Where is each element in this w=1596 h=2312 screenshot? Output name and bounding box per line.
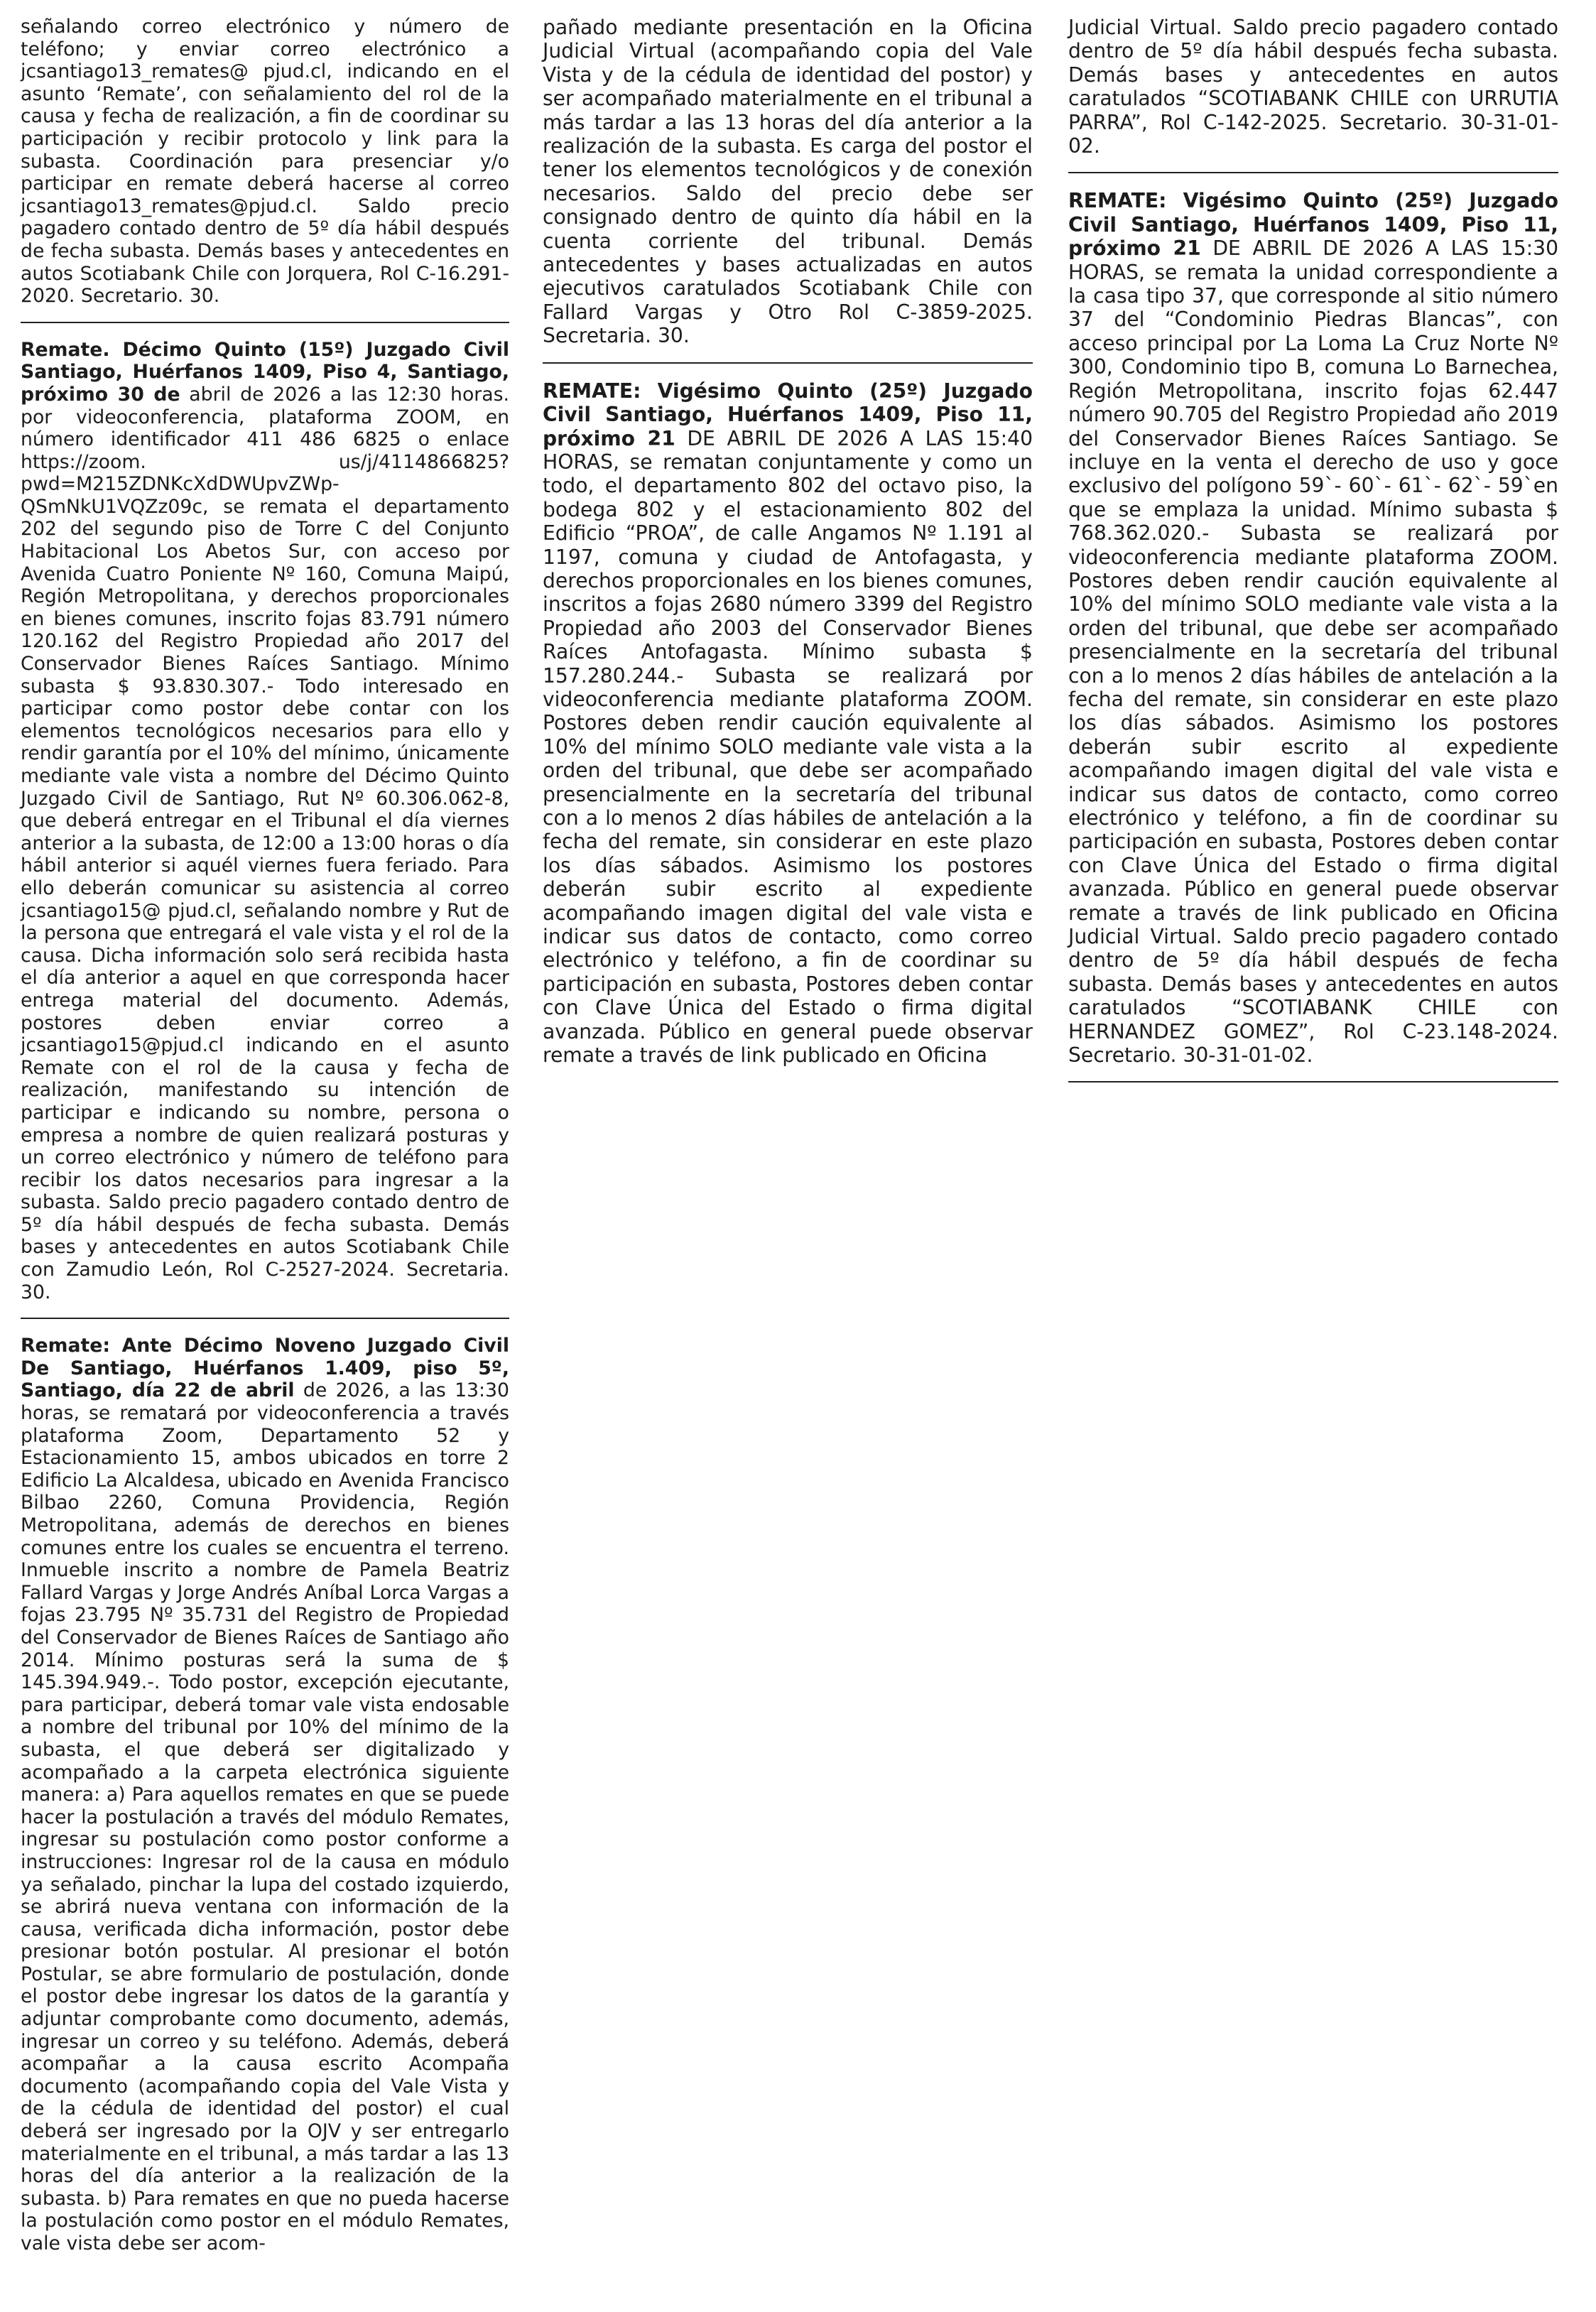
notice-remate-15-juzgado — [21, 339, 509, 1304]
notice-text — [1068, 189, 1558, 1067]
notice-text — [21, 16, 509, 308]
notice-body: DE ABRIL DE 2026 A LAS 15:40 HORAS, se rematan conjuntamente y como un todo, el departamento 802 del octavo piso, la bodega 802 y el estacionamiento 802 del Edificio “PROA”, de calle Angamos Nº 1.191 al 1197, comuna y ciudad de Antofagasta, y derechos proporcionales en los bienes comunes, inscritos a fojas 2680 número 3399 del Registro Propiedad año 2003 del Conservador Bienes Raíces Antofagasta. Mínimo subasta $ 157.280.244.- Subasta se realizará por videoconferencia mediante plataforma ZOOM. Postores deben rendir caución equivalente al 10% del mínimo SOLO mediante vale vista a la orden del tribunal, que debe ser acompañado presencialmente en la secretaría del tribunal con a lo menos 2 días hábiles de antelación a la fecha del remate, sin considerar en este plazo los días sábados. Asimismo los postores deberán subir escrito al expediente acompañando imagen digital del vale vista e indicar sus datos de contacto, como correo electrónico y teléfono, a fin de coordinar su participación en subasta, Postores deben contar con Clave Única del Estado o firma digital avanzada. Público en general puede observar remate a través de link publicado en Oficina — [543, 426, 1033, 1068]
notice-text — [543, 16, 1033, 348]
notice-body: pañado mediante presentación en la Oficina Judicial Virtual (acompañando copia del Vale Vista y de la cédula de identidad del postor) y ser acompañado materialmente en el tribunal a más tardar a las 13 horas del día anterior a la realización de la subasta. Es carga del postor el tener los elementos tecnológicos y de conexión necesarios. Saldo del precio debe ser consignado dentro de quinto día hábil en la cuenta corriente del tribunal. Demás antecedentes y bases actualizadas en autos ejecutivos caratulados Scotiabank Chile con Fallard Vargas y Otro Rol C-3859-2025. Secretaria. 30. — [543, 16, 1033, 348]
notice-body: señalando correo electrónico y número de teléfono; y enviar correo electrónico a jcsantiago13_remates@ pjud.cl, indicando en el asunto ‘Remate’, con señalamiento del rol de la causa y fecha de realización, a fin de coordinar su participación y recibir protocolo y link para la subasta. Coordinación para presenciar y/o participar en remate deberá hacerse al correo jcsantiago13_remates@pjud.cl. Saldo precio pagadero contado dentro de 5º día hábil después de fecha subasta. Demás bases y antecedentes en autos Scotiabank Chile con Jorquera, Rol C-16.291-2020. Secretario. 30. — [21, 16, 509, 308]
notice-heading: REMATE: Vigésimo Quinto (25º) Juzgado Civil Santiago, Huérfanos 1409, Piso 11, próximo 21 — [1068, 189, 1558, 261]
notice-continuation — [543, 16, 1033, 348]
notice-body: DE ABRIL DE 2026 A LAS 15:30 HORAS, se remata la unidad correspondiente a la casa tipo 37, que corresponde al sitio número 37 del “Condominio Piedras Blancas”, con acceso principal por La Loma La Cruz Norte Nº 300, Condominio tipo B, comuna Lo Barnechea, Región Metropolitana, inscrito fojas 62.447 número 90.705 del Registro Propiedad año 2019 del Conservador Bienes Raíces Santiago. Se incluye en la venta el derecho de uso y goce exclusivo del polígono 59`- 60`- 61`- 62`- 59`en que se emplaza la unidad. Mínimo subasta $ 768.362.020.- Subasta se realizará por videoconferencia mediante plataforma ZOOM. Postores deben rendir caución equivalente al 10% del mínimo SOLO mediante vale vista a la orden del tribunal, que debe ser acompañado presencialmente en la secretaría del tribunal con a lo menos 2 días hábiles de antelación a la fecha del remate, sin considerar en este plazo los días sábados. Asimismo los postores deberán subir escrito al expediente acompañando imagen digital del vale vista e indicar sus datos de contacto, como correo electrónico y teléfono, a fin de coordinar su participación en subasta, Postores deben contar con Clave Única del Estado o firma digital avanzada. Público en general puede observar remate a través de link publicado en Oficina Judicial Virtual. Saldo precio pagadero contado dentro de 5º día hábil después de fecha subasta. Demás bases y antecedentes en autos caratulados “SCOTIABANK CHILE con HERNANDEZ GOMEZ”, Rol C-23.148-2024. Secretario. 30-31-01-02. — [1068, 237, 1559, 1068]
notice-divider — [1068, 1081, 1558, 1082]
notice-remate-25-juzgado-antofagasta — [543, 379, 1033, 1068]
column-1 — [21, 16, 509, 2255]
notice-heading: Remate: Ante Décimo Noveno Juzgado Civil De Santiago, Huérfanos 1.409, piso 5º, Santiago, día 22 de abril — [21, 1335, 509, 1402]
notice-text — [21, 1335, 509, 2254]
notice-continuation — [1068, 16, 1558, 158]
notice-body: Judicial Virtual. Saldo precio pagadero contado dentro de 5º día hábil después fecha subasta. Demás bases y antecedentes en autos caratulados “SCOTIABANK CHILE con URRUTIA PARRA”, Rol C-142-2025. Secretario. 30-31-01-02. — [1068, 16, 1558, 158]
column-3 — [1068, 16, 1558, 1098]
notice-divider — [1068, 172, 1558, 173]
notice-text — [543, 379, 1033, 1068]
notice-heading: REMATE: Vigésimo Quinto (25º) Juzgado Civil Santiago, Huérfanos 1409, Piso 11, próximo 21 — [543, 379, 1033, 450]
notice-text — [1068, 16, 1558, 158]
column-2 — [543, 16, 1033, 1067]
notice-body: de 2026, a las 13:30 horas, se rematará por videoconferencia a través plataforma Zoom, Departamento 52 y Estacionamiento 15, ambos ubicados en torre 2 Edificio La Alcaldesa, ubicado en Avenida Francisco Bilbao 2260, Comuna Providencia, Región Metropolitana, además de derechos en bienes comunes entre los cuales se encuentra el terreno. Inmueble inscrito a nombre de Pamela Beatriz Fallard Vargas y Jorge Andrés Aníbal Lorca Vargas a fojas 23.795 Nº 35.731 del Registro de Propiedad del Conservador de Bienes Raíces de Santiago año 2014. Mínimo posturas será la suma de $ 145.394.949.-. Todo postor, excepción ejecutante, para participar, deberá tomar vale vista endosable a nombre del tribunal por 10% del mínimo de la subasta, el que deberá ser digitalizado y acompañado a la carpeta electrónica siguiente manera: a) Para aquellos remates en que se puede hacer la postulación a través del módulo Remates, ingresar su postulación como postor conforme a instrucciones: Ingresar rol de la causa en módulo ya señalado, pinchar la lupa del costado izquierdo, se abrirá nueva ventana con información de la causa, verificada dicha información, postor debe presionar botón postular. Al presionar el botón Postular, se abre formulario de postulación, donde el postor debe ingresar los datos de la garantía y adjuntar comprobante como documento, además, ingresar un correo y su teléfono. Además, deberá acompañar a la causa escrito Acompaña documento (acompañando copia del Vale Vista y de la cédula de identidad del postor) el cual deberá ser ingresado por la OJV y ser entregarlo materialmente en el tribunal, a más tardar a las 13 horas del día anterior a la realización de la subasta. b) Para remates en que no pueda hacerse la postulación como postor en el módulo Remates, vale vista debe ser acom- — [21, 1379, 509, 2254]
notice-remate-19-juzgado — [21, 1335, 509, 2254]
notice-heading: Remate. Décimo Quinto (15º) Juzgado Civil Santiago, Huérfanos 1409, Piso 4, Santiago, próximo 30 de — [21, 338, 509, 406]
notice-text — [21, 339, 509, 1304]
notice-continuation — [21, 16, 509, 308]
notice-divider — [21, 322, 509, 323]
notice-divider — [543, 362, 1033, 364]
notice-remate-25-juzgado-lo-barnechea — [1068, 189, 1558, 1067]
notice-body: abril de 2026 a las 12:30 horas. por videoconferencia, plataforma ZOOM, en número identificador 411 486 6825 o enlace https://zoom. us/j/4114866825?pwd=M215ZDNKcXdDWUpvZWp-QSmNkU1VQZz09c, se remata el departamento 202 del segundo piso de Torre C del Conjunto Habitacional Los Abetos Sur, con acceso por Avenida Cuatro Poniente Nº 160, Comuna Maipú, Región Metropolitana, y derechos proporcionales en bienes comunes, inscrito fojas 83.791 número 120.162 del Registro Propiedad año 2017 del Conservador Bienes Raíces Santiago. Mínimo subasta $ 93.830.307.- Todo interesado en participar como postor debe contar con los elementos tecnológicos necesarios para ello y rendir garantía por el 10% del mínimo, únicamente mediante vale vista a nombre del Décimo Quinto Juzgado Civil de Santiago, Rut Nº 60.306.062-8, que deberá entregar en el Tribunal el día viernes anterior a la subasta, de 12:00 a 13:00 horas o día hábil anterior si aquél viernes fuera feriado. Para ello deberán comunicar su asistencia al correo jcsantiago15@ pjud.cl, señalando nombre y Rut de la persona que entregará el vale vista y el rol de la causa. Dicha información solo será recibida hasta el día anterior a aquel en que corresponda hacer entrega material del documento. Además, postores deben enviar correo a jcsantiago15@pjud.cl indicando en el asunto Remate con el rol de la causa y fecha de realización, manifestando su intención de participar e indicando su nombre, persona o empresa a nombre de quien realizará posturas y un correo electrónico y número de teléfono para recibir los datos necesarios para ingresar a la subasta. Saldo precio pagadero contado dentro de 5º día hábil después de fecha subasta. Demás bases y antecedentes en autos Scotiabank Chile con Zamudio León, Rol C-2527-2024. Secretaria. 30. — [21, 383, 509, 1303]
notice-divider — [21, 1318, 509, 1319]
